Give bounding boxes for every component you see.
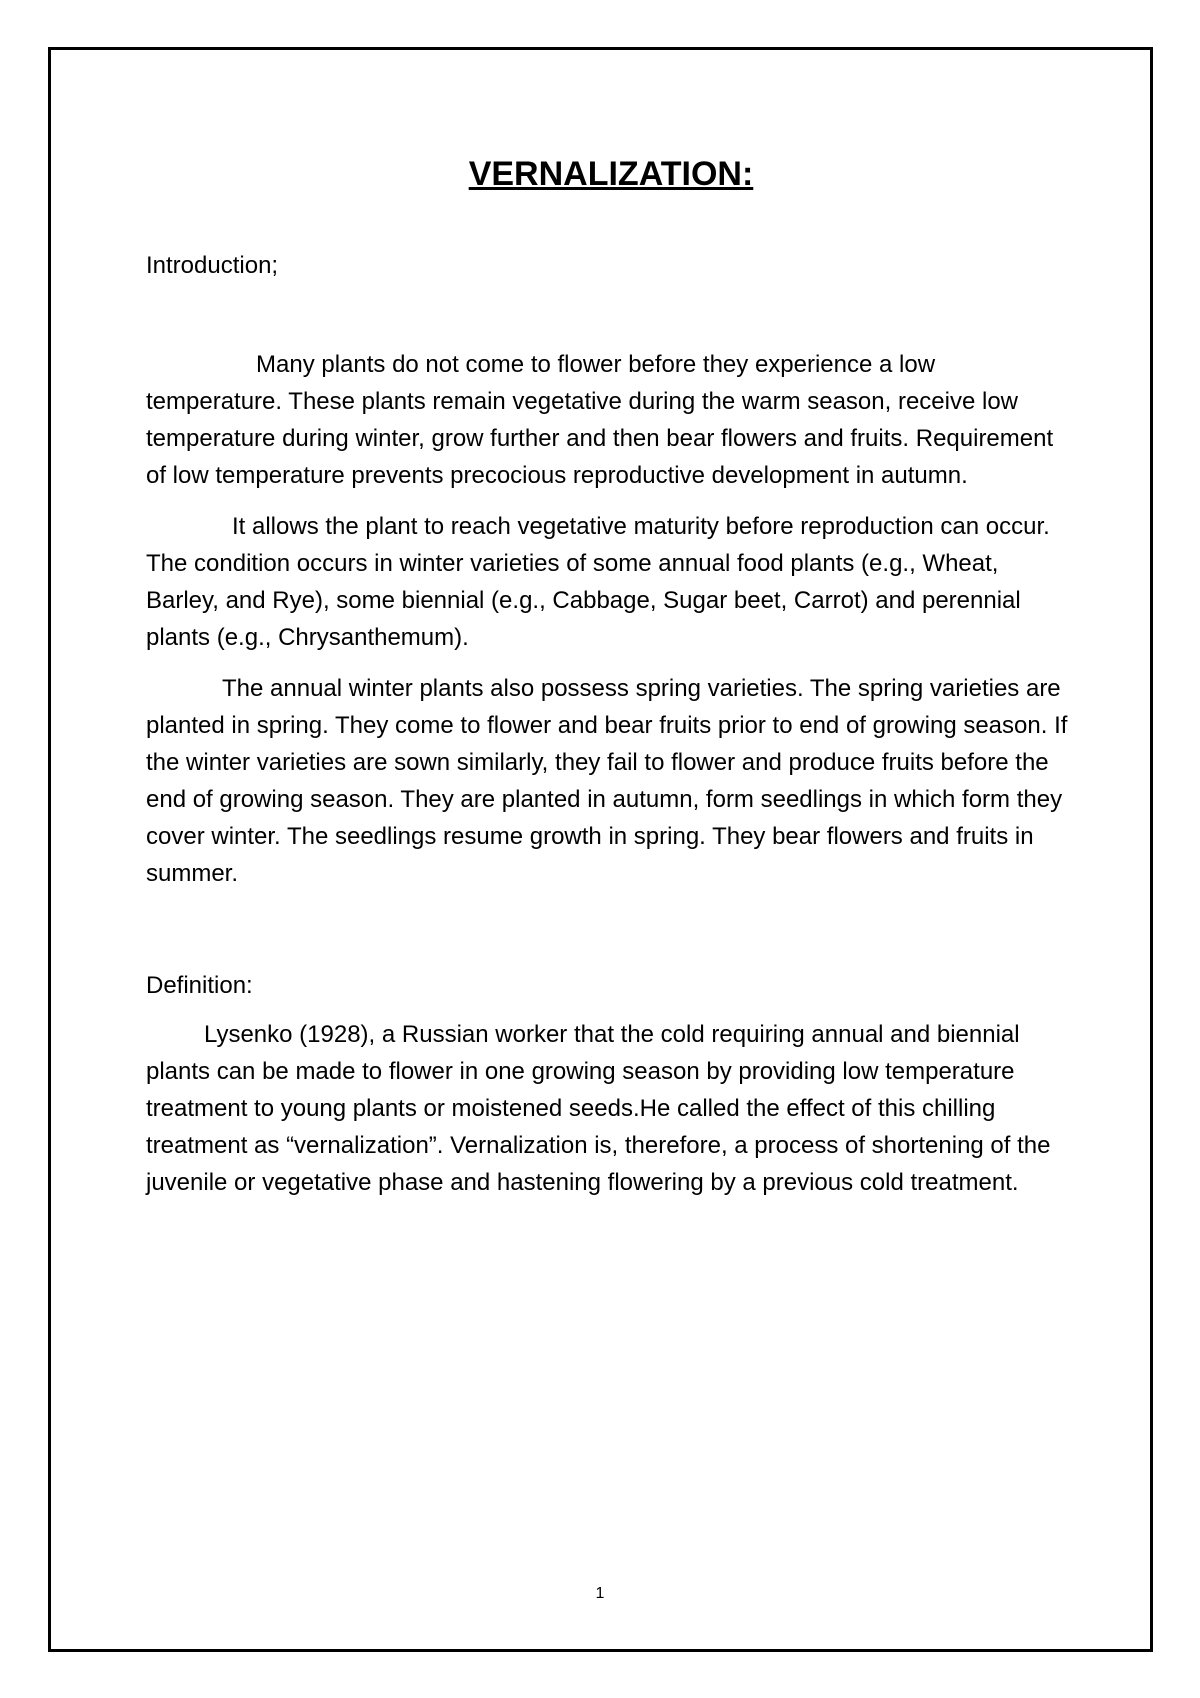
- document-title: VERNALIZATION:: [468, 155, 754, 193]
- intro-paragraph-2: It allows the plant to reach vegetative maturity before reproduction can occur. The condition occurs in winter varieties of some annual food plants (e.g., Wheat, Barley, and Rye), some biennial (e.g., Cabbage, Sugar beet, Carrot) and perennial plants (e.g., Chrysanthemum).: [146, 513, 1050, 651]
- introduction-heading: Introduction;: [146, 252, 279, 279]
- document-body: [146, 150, 1076, 1201]
- definition-paragraph: Lysenko (1928), a Russian worker that the cold requiring annual and biennial plants can be made to flower in one growing season by providing low temperature treatment to young plants or moistened seeds.He called the effect of this chilling treatment as “vernalization”. Vernalization is, therefore, a process of shortening of the juvenile or vegetative phase and hastening flowering by a previous cold treatment.: [146, 1021, 1051, 1196]
- intro-paragraph-1: Many plants do not come to flower before they experience a low temperature. These plants remain vegetative during the warm season, receive low temperature during winter, grow further and then bear flowers and fruits. Requirement of low temperature prevents precocious reproductive development in autumn.: [146, 351, 1054, 489]
- page-number: 1: [595, 1585, 605, 1602]
- intro-paragraph-3: The annual winter plants also possess spring varieties. The spring varieties are planted in spring. They come to flower and bear fruits prior to end of growing season. If the winter varieties are sown similarly, they fail to flower and produce fruits before the end of growing season. They are planted in autumn, form seedlings in which form they cover winter. The seedlings resume growth in spring. They bear flowers and fruits in summer.: [146, 675, 1068, 887]
- definition-heading: Definition:: [146, 972, 253, 999]
